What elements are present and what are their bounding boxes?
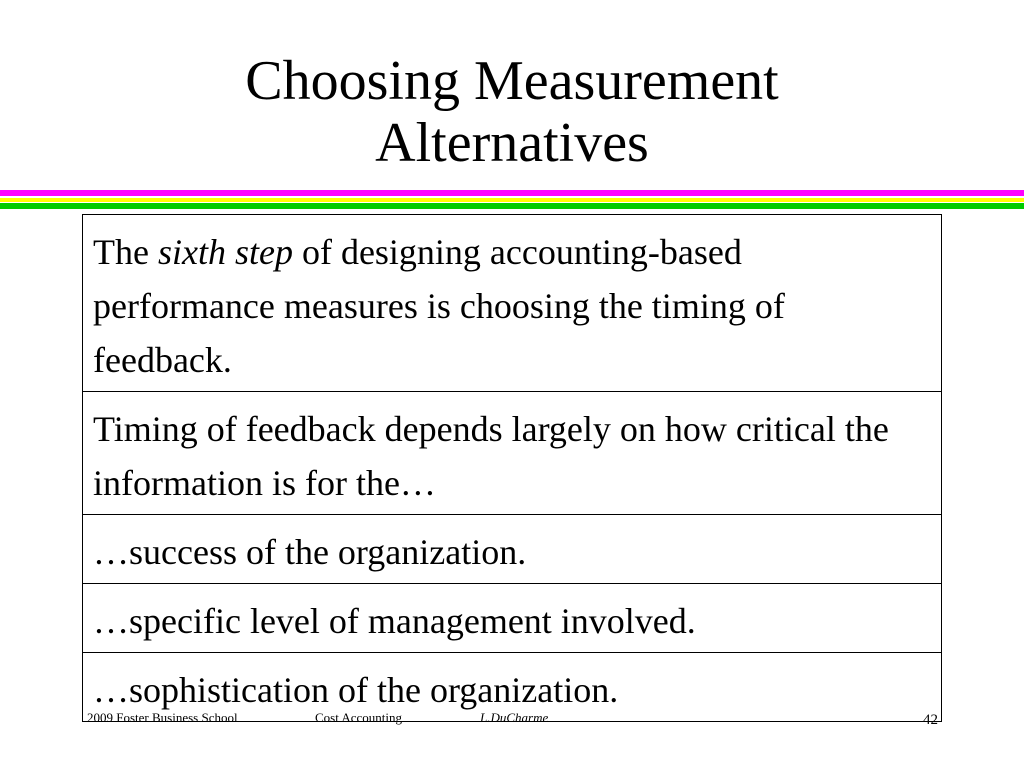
footer-course: Cost Accounting (315, 710, 403, 725)
slide-title-line-1: Choosing Measurement (245, 50, 779, 112)
table-row (83, 392, 942, 515)
row-emphasis: sixth step (157, 232, 293, 272)
footer-school: 2009 Foster Business School (87, 710, 238, 725)
table-row (83, 584, 942, 653)
magenta-stripe (0, 190, 1024, 196)
row-text-suffix: of designing accounting-based performance measures is choosing the timing of feedback. (93, 232, 785, 380)
sixth-step-cell (83, 215, 942, 392)
green-stripe (0, 203, 1024, 209)
table-row (83, 215, 942, 392)
table-row (83, 515, 942, 584)
slide-number: 42 (923, 712, 938, 728)
content-table (82, 214, 942, 722)
management-level-cell: …specific level of management involved. (83, 584, 942, 653)
timing-cell: Timing of feedback depends largely on how critical the information is for the… (83, 392, 942, 515)
yellow-stripe (0, 198, 1024, 202)
slide-title (0, 50, 1024, 174)
row-text-prefix: The (93, 232, 158, 272)
title-divider-stripes (0, 190, 1024, 210)
sophistication-cell: …sophistication of the organization. (83, 653, 942, 722)
footer-author: L.DuCharme (480, 710, 549, 725)
slide-title-line-2: Alternatives (375, 112, 649, 174)
success-cell: …success of the organization. (83, 515, 942, 584)
